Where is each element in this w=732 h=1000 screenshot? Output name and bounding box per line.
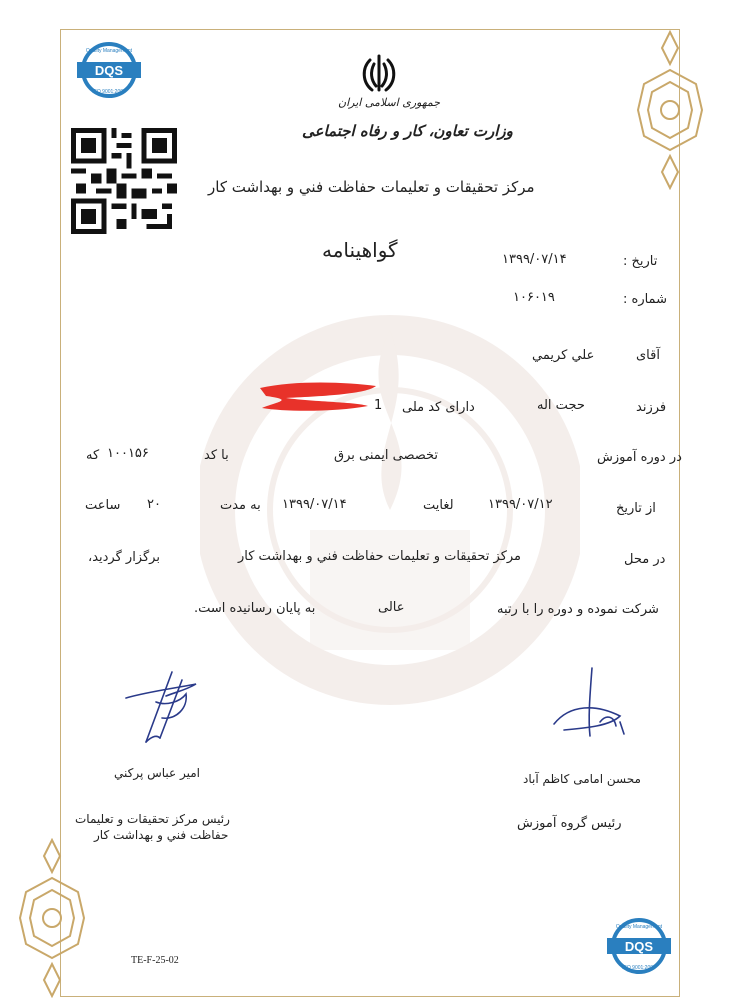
ornament-top-right: [632, 30, 708, 190]
to-date: ۱۳۹۹/۰۷/۱۴: [282, 497, 347, 512]
svg-text:ISO 9001:2008: ISO 9001:2008: [622, 965, 656, 971]
code-value: ۱۰۰۱۵۶: [107, 446, 149, 461]
code-label: با کد: [204, 448, 229, 463]
held-label: برگزار گردید،: [88, 550, 160, 565]
republic-text: جمهوری اسلامی ایران: [338, 96, 441, 109]
form-code: TE-F-25-02: [131, 955, 179, 966]
hours-label: ساعت: [85, 498, 121, 513]
participate-text: شرکت نموده و دوره را با رتبه: [497, 602, 659, 617]
date-value: ۱۳۹۹/۰۷/۱۴: [502, 252, 567, 267]
redaction-mark: [256, 380, 383, 414]
signer-left-title-1: رئیس مرکز تحقیقات و تعلیمات: [75, 812, 230, 826]
national-id-digit: 1: [374, 398, 383, 413]
date-label: تاریخ :: [623, 254, 658, 269]
from-label: از تاریخ: [616, 501, 656, 516]
course-name: تخصصی ایمنی برق: [334, 448, 439, 463]
svg-text:DQS: DQS: [624, 939, 654, 954]
number-value: ۱۰۶۰۱۹: [513, 290, 555, 305]
grade-value: عالی: [378, 600, 405, 615]
center-name: مرکز تحقیقات و تعلیمات حفاظت فني و بهداشت کار: [208, 178, 535, 196]
course-label: در دوره آموزش: [597, 450, 682, 465]
place-value: مرکز تحقیقات و تعلیمات حفاظت فني و بهداشت کار: [238, 549, 522, 564]
signer-left-title-2: حفاظت فني و بهداشت کار: [94, 828, 229, 842]
dqs-text: DQS: [94, 63, 124, 78]
ministry-text: وزارت تعاون، کار و رفاه اجتماعی: [302, 122, 513, 140]
svg-text:Quality Management: Quality Management: [615, 924, 663, 930]
dqs-logo-bottom: [603, 918, 675, 974]
place-label: در محل: [624, 552, 666, 567]
signature-left: [116, 662, 216, 752]
dqs-logo-top: [73, 42, 145, 98]
qr-code: [71, 128, 177, 234]
to-label: لغایت: [423, 498, 454, 513]
finished-text: به پایان رسانیده است.: [194, 601, 316, 616]
from-date: ۱۳۹۹/۰۷/۱۲: [488, 497, 553, 512]
iran-emblem: [356, 52, 402, 94]
ornament-bottom-left: [14, 838, 90, 998]
svg-text:Quality Management: Quality Management: [85, 48, 133, 54]
recipient-name: علي کریمي: [532, 348, 595, 363]
signer-left-name: امير عباس پرکني: [114, 766, 201, 780]
svg-text:ISO 9001:2008: ISO 9001:2008: [92, 89, 126, 95]
mr-label: آقای: [636, 348, 660, 363]
signer-right-title: رئيس گروه آموزش: [517, 816, 622, 831]
signer-right-name: محسن امامی کاظم آباد: [523, 772, 641, 786]
signature-right: [540, 664, 640, 748]
national-id-label: دارای کد ملی: [402, 400, 475, 415]
child-label: فرزند: [636, 400, 667, 415]
certificate-title: گواهينامه: [322, 238, 398, 262]
code-suffix: که: [86, 448, 100, 463]
duration-value: ۲۰: [147, 497, 161, 512]
number-label: شماره :: [623, 292, 667, 307]
father-name: حجت اله: [537, 398, 585, 413]
duration-label: به مدت: [220, 498, 261, 513]
